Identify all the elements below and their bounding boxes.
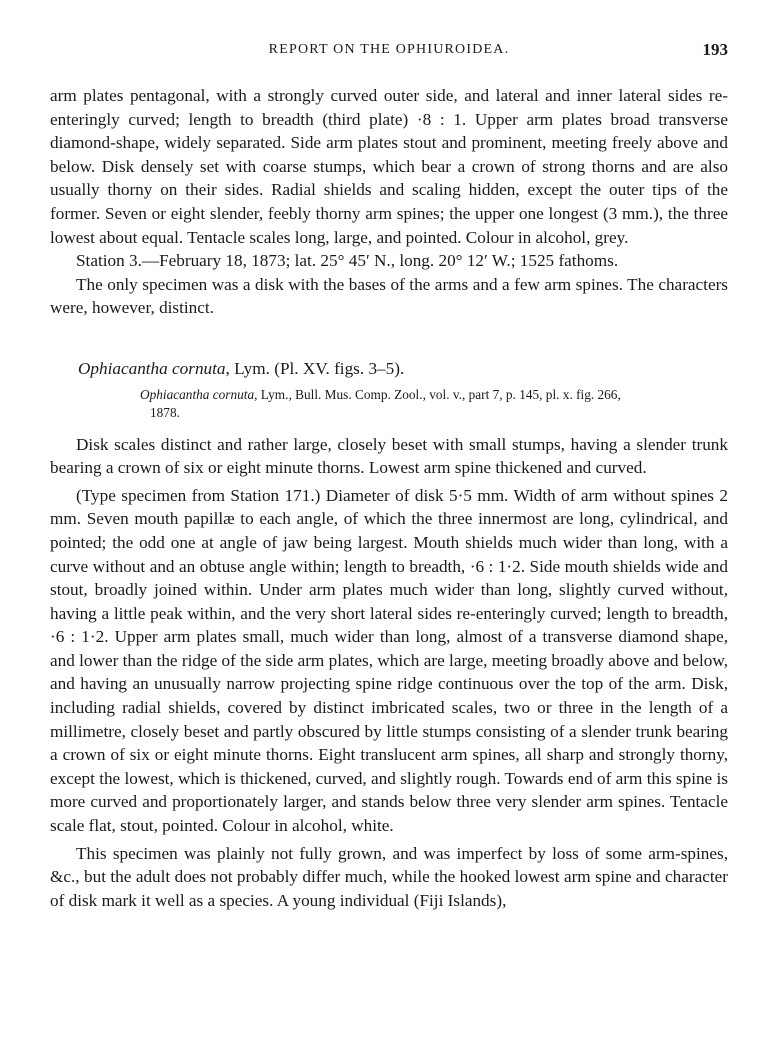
citation-year: 1878. bbox=[150, 404, 180, 420]
species-name: Ophiacantha cornuta bbox=[78, 358, 226, 378]
body-text bbox=[50, 84, 728, 912]
station-line: Station 3.—February 18, 1873; lat. 25° 45′ N., long. 20° 12′ W.; 1525 fathoms. bbox=[76, 251, 619, 271]
diagnosis-paragraph: Disk scales distinct and rather large, closely beset with small stumps, having a slender trunk bearing a crown of six or eight minute thorns. Lowest arm spine thickened and curved. bbox=[50, 434, 728, 478]
description-paragraph: (Type specimen from Station 171.) Diameter of disk 5·5 mm. Width of arm without spines 2 mm. Seven mouth papillæ to each angle, of which the three innermost are long, cylindrical, and pointed; the odd one at angle of jaw being largest. Mouth shields much wider than long, with a curve without and an obtuse angle within; length to breadth, ·6 : 1·2. Side mouth shields wide and stout, broadly joined within. Under arm plates much wider than long, slightly curved without, having a little peak within, and the very short lateral sides re-enteringly curved; length to breadth, ·6 : 1·2. Upper arm plates small, much wider than long, almost of a transverse diamond shape, and lower than the ridge of the side arm plates, which are large, meeting broadly above and below, and having an unusually narrow projecting spine ridge continuous over the top of the arm. Disk, including radial shields, covered by distinct imbricated scales, two or three in the length of a millimetre, closely beset and partly obscured by little stumps consisting of a slender trunk bearing a crown of six or eight minute thorns. Eight translucent arm spines, all sharp and strongly thorny, except the lowest, which is thickened, curved, and slightly rough. Towards end of arm this spine is more curved and proportionately larger, and stands below three very slender arm spines. Tentacle scale flat, stout, pointed. Colour in alcohol, white. bbox=[50, 485, 728, 836]
page-number: 193 bbox=[702, 40, 728, 59]
species-heading bbox=[78, 357, 728, 381]
running-header bbox=[50, 42, 728, 64]
citation-name: Ophiacantha cornuta bbox=[140, 386, 255, 402]
remarks-paragraph: This specimen was plainly not fully grown, and was imperfect by loss of some arm-spines, &c., but the adult does not probably differ much, while the hooked lowest arm spine and character of disk mark it well as a species. A young individual (Fiji Islands), bbox=[50, 843, 728, 910]
species-citation bbox=[140, 386, 728, 422]
continuation-paragraph: arm plates pentagonal, with a strongly curved outer side, and lateral and inner lateral sides re-enteringly curved; length to breadth (third plate) ·8 : 1. Upper arm plates broad transverse diamond-shape, widely separated. Side arm plates stout and prominent, meeting freely above and below. Disk densely set with coarse stumps, which bear a crown of strong thorns and are also usually thorny on their sides. Radial shields and scaling hidden, except the outer tips of the former. Seven or eight slender, feebly thorny arm spines; the upper one longest (3 mm.), the three lowest about equal. Tentacle scales long, large, and pointed. Colour in alcohol, grey. bbox=[50, 86, 728, 247]
citation-reference: , Lym., Bull. Mus. Comp. Zool., vol. v., part 7, p. 145, pl. x. fig. 266, bbox=[254, 386, 621, 402]
specimen-note: The only specimen was a disk with the bases of the arms and a few arm spines. The characters were, however, distinct. bbox=[50, 274, 728, 318]
species-authority: , Lym. (Pl. XV. figs. 3–5). bbox=[225, 358, 405, 378]
running-title: REPORT ON THE OPHIUROIDEA. bbox=[268, 42, 510, 57]
